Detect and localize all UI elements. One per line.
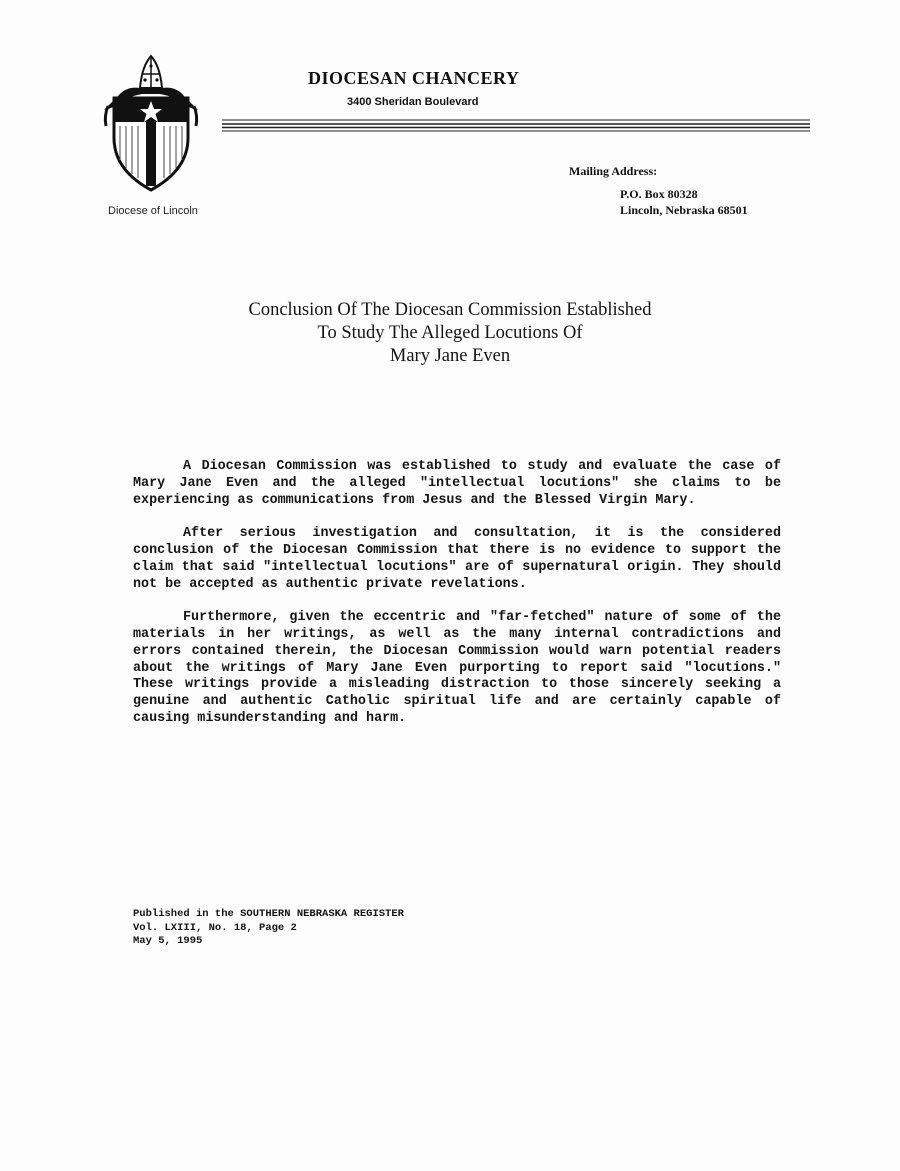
letterhead-organization: DIOCESAN CHANCERY — [308, 68, 520, 88]
mailing-address-line: P.O. Box 80328 — [620, 187, 698, 201]
diocese-caption: Diocese of Lincoln — [108, 205, 198, 217]
diocese-coat-of-arms-icon — [100, 52, 202, 194]
letter-body — [133, 459, 781, 745]
letterhead-divider-rules — [222, 118, 810, 134]
document-title — [0, 299, 900, 368]
letterhead-street-address: 3400 Sheridan Boulevard — [347, 96, 479, 108]
mailing-address-label: Mailing Address: — [569, 164, 658, 178]
title-line: Conclusion Of The Diocesan Commission Established — [248, 300, 652, 320]
title-line: Mary Jane Even — [389, 346, 511, 366]
title-line: To Study The Alleged Locutions Of — [317, 323, 583, 343]
publication-line: Published in the SOUTHERN NEBRASKA REGISTER — [133, 908, 404, 920]
mailing-address-line: Lincoln, Nebraska 68501 — [620, 203, 748, 217]
body-paragraph: After serious investigation and consultation, it is the considered conclusion of the Diocesan Commission that there is no evidence to support the claim that said "intellectual locutions" are of supernatural origin. They should not be accepted as authentic private revelations. — [133, 526, 781, 592]
publication-line: May 5, 1995 — [133, 935, 203, 947]
body-paragraph: A Diocesan Commission was established to study and evaluate the case of Mary Jane Even and the alleged "intellectual locutions" she claims to be experiencing as communications from Jesus and the Blessed Virgin Mary. — [133, 459, 781, 508]
publication-line: Vol. LXIII, No. 18, Page 2 — [133, 921, 297, 934]
publication-note — [133, 908, 404, 949]
body-paragraph: Furthermore, given the eccentric and "far-fetched" nature of some of the materials in her writings, as well as the many internal contradictions and errors contained therein, the Diocesan Commission would warn potential readers about the writings of Mary Jane Even purporting to report said "locutions." These writings provide a misleading distraction to those sincerely seeking a genuine and authentic Catholic spiritual life and are certainly capable of causing misunderstanding and harm. — [133, 610, 781, 726]
